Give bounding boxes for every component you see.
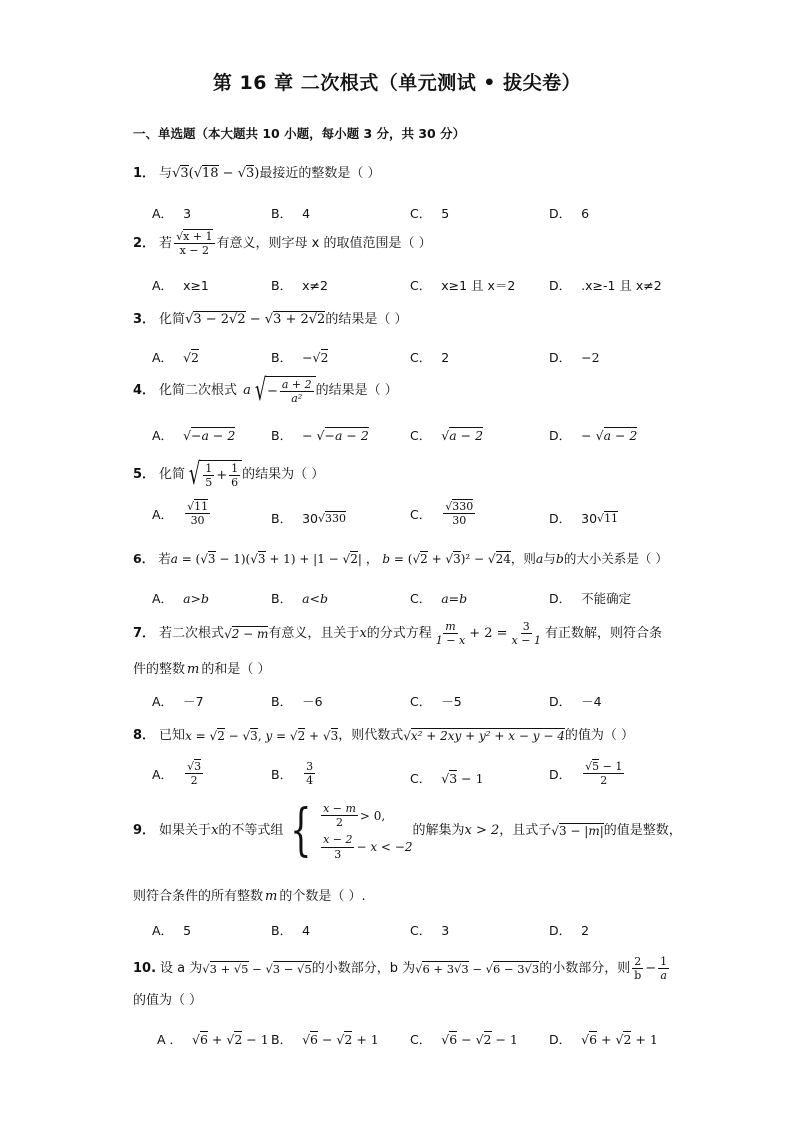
q10-option-b[interactable]: B． √6 − √2 + 1 <box>271 1031 379 1047</box>
q1-option-b[interactable]: B． 4 <box>271 205 311 221</box>
q3-option-a[interactable]: A． √2 <box>152 349 199 365</box>
q10-option-c[interactable]: C． √6 − √2 − 1 <box>410 1031 518 1047</box>
q6-expression-b: b = (√2 + √3)² − √24 <box>382 552 511 566</box>
q5-option-d[interactable]: D． 30 √11 <box>549 510 619 526</box>
question-2: 2． 若 $\frac{√x + 1}{x - 2}$ 有意义，则字母 x 的取值范围是（ ） <box>133 230 432 258</box>
question-10: 10. 设 a 为 √3 + √5 − √3 − √5 的小数部分，b 为 √6 + 3√3 − √6 − 3√3 的小数部分，则 $\frac{2}{b}$ − $\frac{1}{a}$ <box>133 955 668 983</box>
question-9: 9． 如果关于 x 的不等式组 { $\frac{x - m}{2}$ > 0, $\frac{x - 2}{3}$ − x < −2 的解集为 x > 2 ，且式子 √3 − |m| 的值是整数， <box>133 798 682 864</box>
q8-option-d[interactable]: D． $\frac{√5 - 1}{2}$ <box>549 760 623 788</box>
q6-expression-a: a = (√3 − 1)(√3 + 1) + |1 − √2| <box>170 552 362 566</box>
q2-option-c[interactable]: C． x≥1 且 x＝2 <box>410 278 516 293</box>
q9-option-d[interactable]: D． 2 <box>549 922 590 938</box>
q5-option-a[interactable]: A． $\frac{√11}{30}$ <box>152 500 209 528</box>
q3-option-d[interactable]: D． −2 <box>549 349 600 365</box>
q4-option-b[interactable]: B． − √−a − 2 <box>271 427 369 443</box>
question-7: 7． 若二次根式 √2 − m 有意义，且关于 x 的分式方程 $\frac{m}{1 - x}$ + 2 = $\frac{3}{x - 1}$ 有正数解，则符合条 <box>133 620 662 648</box>
q9-inequality-system: { $\frac{x - m}{2}$ > 0, $\frac{x - 2}{3}$ − x < −2 <box>290 798 413 864</box>
q7-option-b[interactable]: B． －6 <box>271 694 323 709</box>
question-1: 1． 与 √3(√18 − √3) 最接近的整数是（ ） <box>133 164 381 184</box>
question-10-line-2: 的值为（ ） <box>133 993 203 1008</box>
q5-option-c[interactable]: C． $\frac{√330}{30}$ <box>410 500 474 528</box>
q8-option-a[interactable]: A． $\frac{√3}{2}$ <box>152 760 202 788</box>
q3-option-c[interactable]: C． 2 <box>410 349 450 365</box>
q8-option-b[interactable]: B． $\frac{3}{4}$ <box>271 760 314 788</box>
q7-option-a[interactable]: A． －7 <box>152 694 204 709</box>
q3-option-b[interactable]: B． −√2 <box>271 349 329 365</box>
q4-option-a[interactable]: A． √−a − 2 <box>152 427 236 443</box>
q6-option-a[interactable]: A． a>b <box>152 590 209 606</box>
q4-option-c[interactable]: C． √a − 2 <box>410 427 484 443</box>
q6-option-c[interactable]: C． a=b <box>410 590 468 606</box>
q7-option-c[interactable]: C． －5 <box>410 694 462 709</box>
q7-option-d[interactable]: D． －4 <box>549 694 602 709</box>
page-title: 第 16 章 二次根式（单元测试 • 拔尖卷） <box>212 72 582 94</box>
q9-option-b[interactable]: B． 4 <box>271 922 311 938</box>
q6-option-b[interactable]: B． a<b <box>271 590 329 606</box>
question-7-line-2: 件的整数 m 的和是（ ） <box>133 662 271 677</box>
q9-option-c[interactable]: C． 3 <box>410 922 450 938</box>
q2-option-b[interactable]: B． x≠2 <box>271 277 328 293</box>
q2-option-a[interactable]: A． x≥1 <box>152 277 209 293</box>
q8-option-c[interactable]: C． √3 − 1 <box>410 770 484 786</box>
question-6: 6． 若 a = (√3 − 1)(√3 + 1) + |1 − √2| ， b = (√2 + √3)² − √24 ，则 a 与 b 的大小关系是（ ） <box>133 549 668 569</box>
q1-option-a[interactable]: A． 3 <box>152 205 192 221</box>
q3-expression: √3 − 2√2 − √3 + 2√2 <box>185 312 326 327</box>
q1-option-d[interactable]: D． 6 <box>549 205 590 221</box>
question-9-line-2: 则符合条件的所有整数 m 的个数是（ ）. <box>133 889 366 904</box>
q4-radical: √ − $\frac{a + 2}{\text{a²}}$ <box>251 376 316 406</box>
q9-option-a[interactable]: A． 5 <box>152 922 192 938</box>
q5-radical: √ $\frac{1}{5}$ + $\frac{1}{6}$ <box>185 460 242 490</box>
q5-option-b[interactable]: B． 30 √330 <box>271 510 346 526</box>
q4-option-d[interactable]: D． − √a − 2 <box>549 427 638 443</box>
q10-option-a[interactable]: A ． √6 + √2 − 1 <box>157 1031 269 1047</box>
q1-option-c[interactable]: C． 5 <box>410 205 450 221</box>
question-8: 8． 已知 x = √2 − √3, y = √2 + √3 ，则代数式 √x² + 2xy + y² + x − y − 4 的值为（ ） <box>133 728 634 743</box>
question-4: 4． 化简二次根式 a √ − $\frac{a + 2}{\text{a²}}$ 的结果是（ ） <box>133 373 398 408</box>
q1-expression: √3(√18 − √3) <box>172 166 260 181</box>
section-heading: 一、单选题（本大题共 10 小题，每小题 3 分，共 30 分） <box>133 126 466 141</box>
q10-option-d[interactable]: D． √6 + √2 + 1 <box>549 1031 658 1047</box>
q2-option-d[interactable]: D． .x≥-1 且 x≠2 <box>549 278 662 293</box>
question-5: 5． 化简 √ $\frac{1}{5}$ + $\frac{1}{6}$ 的结果为（ ） <box>133 457 325 492</box>
q2-fraction: $\frac{√x + 1}{x - 2}$ <box>176 230 213 258</box>
q6-option-d[interactable]: D． 不能确定 <box>549 591 632 606</box>
question-3: 3． 化简 √3 − 2√2 − √3 + 2√2 的结果是（ ） <box>133 310 407 330</box>
